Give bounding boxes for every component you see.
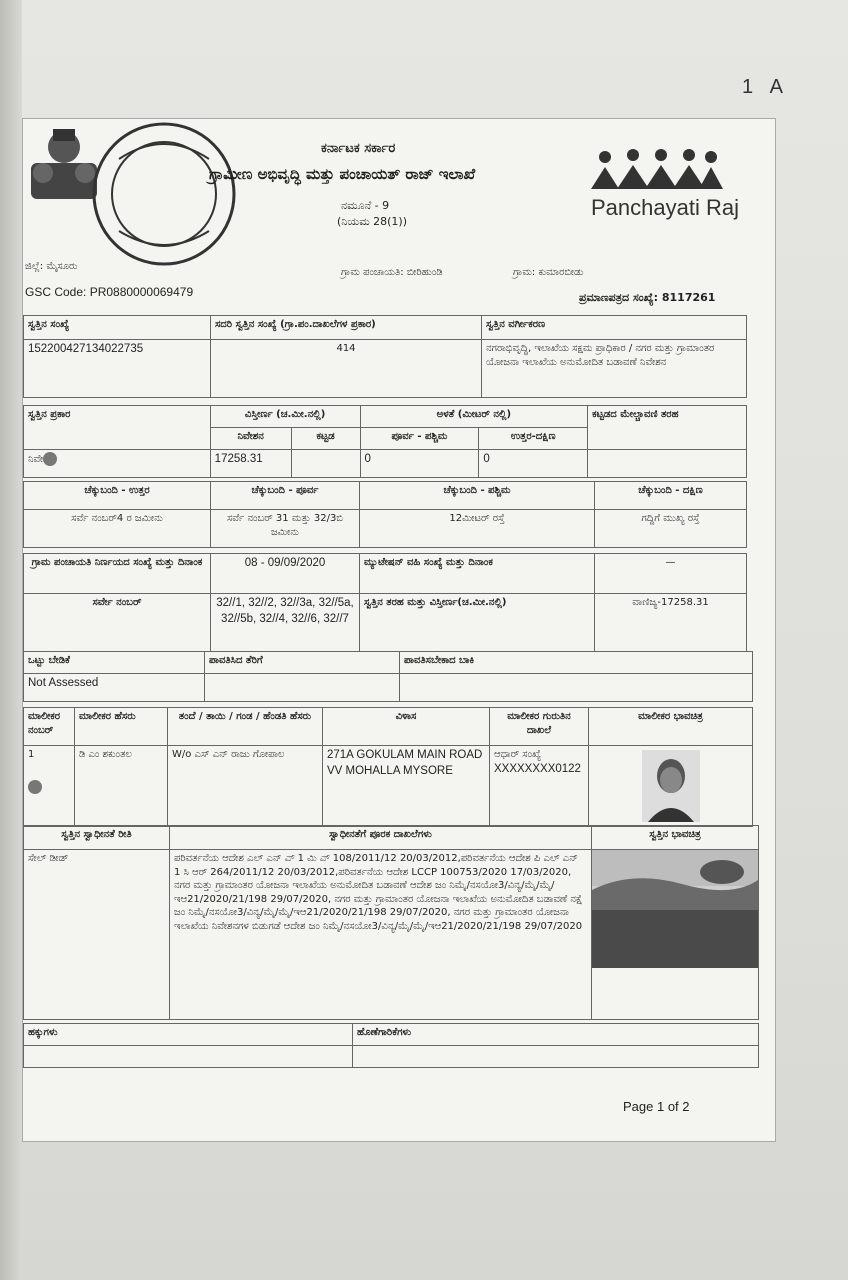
property-id-table [23, 315, 747, 398]
survey-number-header: ಸರ್ವೇ ನಂಬರ್ [24, 594, 211, 652]
mutation-header: ಮ್ಯುಟೇಷನ್ ವಹಿ ಸಂಖ್ಯೆ ಮತ್ತು ದಿನಾಂಕ [360, 554, 595, 594]
tax-paid-header: ಪಾವತಿಸಿದ ತೆರಿಗೆ [205, 652, 400, 674]
property-type-value: ನಿವೇ [24, 450, 211, 478]
property-no-value: 152200427134022735 [24, 340, 211, 398]
gram-panchayat-label: ಗ್ರಾಮ ಪಂಚಾಯತಿ: ಬೀರಿಹುಂಡಿ [341, 267, 443, 278]
owner-name-value: ಡಿ ಎಂ ಶಕುಂತಲ [75, 746, 168, 827]
classification-value: ನಗರಾಭಿವೃದ್ಧಿ, ಇಲಾಖೆಯ ಸಕ್ಷಮ ಪ್ರಾಧಿಕಾರ / ನಗರ ಮತ್ತು ಗ್ರಾಮಾಂತರ ಯೋಜನಾ ಇಲಾಖೆಯ ಅನುಮೋದಿತ ಬಡಾವಣೆ ನಿವೇಶನ [482, 340, 747, 398]
rights-table [23, 1023, 759, 1068]
gp-resolution-header: ಗ್ರಾಮ ಪಂಚಾಯತಿ ನಿರ್ಣಯದ ಸಂಖ್ಯೆ ಮತ್ತು ದಿನಾಂಕ [24, 554, 211, 594]
acquisition-header: ಸ್ವತ್ತಿನ ಸ್ವಾಧೀನತೆ ರೀತಿ [24, 826, 170, 850]
north-boundary-header: ಚೆಕ್ಕುಬಂದಿ - ಉತ್ತರ [24, 482, 211, 510]
building-roof-value [588, 450, 747, 478]
owner-name-header: ಮಾಲೀಕರ ಹೆಸರು [75, 708, 168, 746]
official-seal-stamp [89, 119, 239, 269]
page-number: Page 1 of 2 [623, 1099, 690, 1114]
survey-no-header: ಸದರಿ ಸ್ವತ್ತಿನ ಸಂಖ್ಯೆ (ಗ್ರಾ.ಪಂ.ದಾಖಲೆಗಳ ಪ್ರಕಾರ) [211, 316, 482, 340]
east-west-value: 0 [360, 450, 479, 478]
balance-due-header: ಪಾವತಿಸಬೇಕಾದ ಬಾಕಿ [400, 652, 753, 674]
documents-header: ಸ್ವಾಧೀನತೆಗೆ ಪೂರಕ ದಾಖಲೆಗಳು [169, 826, 591, 850]
owner-table [23, 707, 753, 827]
west-boundary-value: 12ಮೀಟರ್ ರಸ್ತೆ [360, 510, 595, 548]
rights-value [24, 1046, 353, 1068]
building-roof-header: ಕಟ್ಟಡದ ಮೇಲ್ಚಾವಣಿ ತರಹ [588, 406, 747, 450]
east-west-header: ಪೂರ್ವ - ಪಶ್ಚಿಮ [360, 428, 479, 450]
south-boundary-header: ಚೆಕ್ಕುಬಂದಿ - ದಕ್ಷಿಣ [595, 482, 747, 510]
id-type-label: ಆಧಾರ್ ಸಂಖ್ಯೆ [494, 749, 542, 760]
site-area-value: 17258.31 [210, 450, 291, 478]
resolution-table [23, 553, 747, 652]
panchayati-raj-brand: Panchayati Raj [591, 195, 739, 220]
panchayati-raj-logo-icon [585, 149, 725, 191]
certificate-header [23, 119, 775, 315]
liabilities-value [353, 1046, 759, 1068]
documents-value: ಪರಿವರ್ತನೆಯ ಆದೇಶ ಎಲ್ ಎನ್ ಎ್ 1 ಮಿ ಎ್ 108/2011/12 20/03/2012,ಪರಿವರ್ತನೆಯ ಆದೇಶ ಪಿ ಎಲ್ ಎನ್ 1 ಸಿ ಆರ್ 264/2011/12 20/03/2012,ಪರಿವರ್ತನೆಯ ಆದೇಶ LCCP 100753/2020 17/03/2020, ನಗರ ಮತ್ತು ಗ್ರಾಮಾಂತರ ಯೋಜನಾ ಇಲಾಖೆಯ ಅನುಮೋದಿತ ಬಡಾವಣೆ ಆದೇಶ ಜಂ ನಿಮೈ/ನಸಯೋ3/ವಿನ್ಯ/ಮೈ/ಮೈ/ಇಆ21/2020/21/198 29/07/2020, ನಗರ ಮತ್ತು ಗ್ರಾಮಾಂತರ ಯೋಜನಾ ಇಲಾಖೆಯ ಅನುಮೋದಿತ ಬಡಾವಣೆ ನಕ್ಷೆ ಜಂ ನಿಮೈ/ನಸಯೋ3/ವಿನ್ಯ/ಮೈ/ಮೈ/ಇಆ21/2020/21/198 29/07/2020, ನಗರ ಮತ್ತು ಗ್ರಾಮಾಂತರ ಯೋಜನಾ ಇಲಾಖೆಯ ನಿವೇಶನಗಳ ಬಿಡುಗಡೆ ಆದೇಶ ಜಂ ನಿಮೈ/ನಸಯೋ3/ವಿನ್ಯ/ಮೈ/ಮೈ/ಇಆ21/2020/21/198 29/07/2020 [169, 850, 591, 1020]
owner-photo-cell [589, 746, 753, 827]
north-south-header: ಉತ್ತರ-ದಕ್ಷಿಣ [479, 428, 588, 450]
village-label: ಗ್ರಾಮ: ಕುಮಾರಬೀಡು [513, 267, 584, 278]
west-boundary-header: ಚೆಕ್ಕುಬಂದಿ - ಪಶ್ಚಿಮ [360, 482, 595, 510]
tax-paid-value [205, 674, 400, 702]
property-type-header: ಸ್ವತ್ತಿನ ಪ್ರಕಾರ [24, 406, 211, 450]
mutation-value: — [595, 554, 747, 594]
property-photo-image [592, 850, 758, 968]
owner-no-cell [24, 746, 75, 827]
survey-numbers-value: 32//1, 32//2, 32//3a, 32//5a, 32//5b, 32//4, 32//6, 32//7 [211, 594, 360, 652]
corner-mark: 1 A [742, 76, 789, 98]
property-photo-header: ಸ್ವತ್ತಿನ ಭಾವಚಿತ್ರ [592, 826, 759, 850]
owner-photo-header: ಮಾಲೀಕರ ಭಾವಚಿತ್ರ [589, 708, 753, 746]
building-header: ಕಟ್ಟಡ [291, 428, 360, 450]
acquisition-value: ಸೇಲ್ ಡೀಡ್ [24, 850, 170, 1020]
owner-photo-image [642, 750, 700, 822]
property-no-header: ಸ್ವತ್ತಿನ ಸಂಖ್ಯೆ [24, 316, 211, 340]
address-header: ವಿಳಾಸ [323, 708, 490, 746]
gsc-code: GSC Code: PR0880000069479 [25, 285, 194, 299]
government-title: ಕರ್ನಾಟಕ ಸರ್ಕಾರ [321, 141, 396, 156]
classification-header: ಸ್ವತ್ತಿನ ವರ್ಗೀಕರಣ [482, 316, 747, 340]
total-demand-header: ಒಟ್ಟು ಬೇಡಿಕೆ [24, 652, 205, 674]
relation-header: ತಂದೆ / ತಾಯಿ / ಗಂಡ / ಹೆಂಡತಿ ಹೆಸರು [168, 708, 323, 746]
east-boundary-header: ಚೆಕ್ಕುಬಂದಿ - ಪೂರ್ವ [211, 482, 360, 510]
balance-due-value [400, 674, 753, 702]
id-number-value: XXXXXXXX0122 [494, 762, 581, 775]
nature-area-header: ಸ್ವತ್ತಿನ ತರಹ ಮತ್ತು ವಿಸ್ತೀರ್ಣ(ಚ.ಮೀ.ನಲ್ಲಿ) [360, 594, 595, 652]
relation-value: W/o ಎಸ್ ಎನ್ ರಾಜು ಗೋಪಾಲ [168, 746, 323, 827]
department-title: ಗ್ರಾಮೀಣ ಅಭಿವೃದ್ಧಿ ಮತ್ತು ಪಂಚಾಯತ್ ರಾಜ್ ಇಲಾಖೆ [209, 165, 476, 183]
survey-no-value: 414 [211, 340, 482, 398]
site-header: ನಿವೇಶನ [210, 428, 291, 450]
area-header: ವಿಸ್ತೀರ್ಣ (ಚ.ಮೀ.ನಲ್ಲಿ) [210, 406, 360, 428]
south-boundary-value: ಗದ್ದಿಗೆ ಮುಖ್ಯ ರಸ್ತೆ [595, 510, 747, 548]
form-number: ನಮೂನೆ - 9 [341, 199, 390, 212]
boundaries-table [23, 481, 747, 548]
binder-edge [0, 0, 22, 1280]
north-south-value: 0 [479, 450, 588, 478]
north-boundary-value: ಸರ್ವೆ ನಂಬರ್4 ರ ಜಮೀನು [24, 510, 211, 548]
building-area-value [291, 450, 360, 478]
redaction-blot-icon [43, 452, 57, 466]
address-value: 271A GOKULAM MAIN ROAD VV MOHALLA MYSORE [323, 746, 490, 827]
owner-no-value: 1 [28, 749, 35, 760]
id-proof-cell [490, 746, 589, 827]
id-proof-header: ಮಾಲೀಕರ ಗುರುತಿನ ದಾಖಲೆ [490, 708, 589, 746]
nature-area-value: ವಾಣಿಜ್ಯ-17258.31 [595, 594, 747, 652]
certificate-sheet [22, 118, 776, 1142]
east-boundary-value: ಸರ್ವೆ ನಂಬರ್ 31 ಮತ್ತು 32/3ಬಿ ಜಮೀನು [211, 510, 360, 548]
documents-table [23, 825, 759, 1020]
total-demand-value: Not Assessed [24, 674, 205, 702]
certificate-number: ಪ್ರಮಾಣಪತ್ರದ ಸಂಖ್ಯೆ: 8117261 [579, 291, 716, 304]
rule-reference: (ನಿಯಮ 28(1)) [337, 215, 408, 228]
liabilities-header: ಹೊಣೆಗಾರಿಕೆಗಳು [353, 1024, 759, 1046]
property-photo-cell [592, 850, 759, 1020]
redaction-blot-icon [28, 780, 42, 794]
property-measurements-table [23, 405, 747, 478]
measurement-header: ಅಳತೆ (ಮೀಟರ್ ನಲ್ಲಿ) [360, 406, 588, 428]
tax-table [23, 651, 753, 702]
gp-resolution-value: 08 - 09/09/2020 [211, 554, 360, 594]
owner-no-header: ಮಾಲೀಕರ ನಂಬರ್ [24, 708, 75, 746]
rights-header: ಹಕ್ಕುಗಳು [24, 1024, 353, 1046]
district-label: ಜಿಲ್ಲೆ: ಮೈಸೂರು [25, 261, 78, 272]
